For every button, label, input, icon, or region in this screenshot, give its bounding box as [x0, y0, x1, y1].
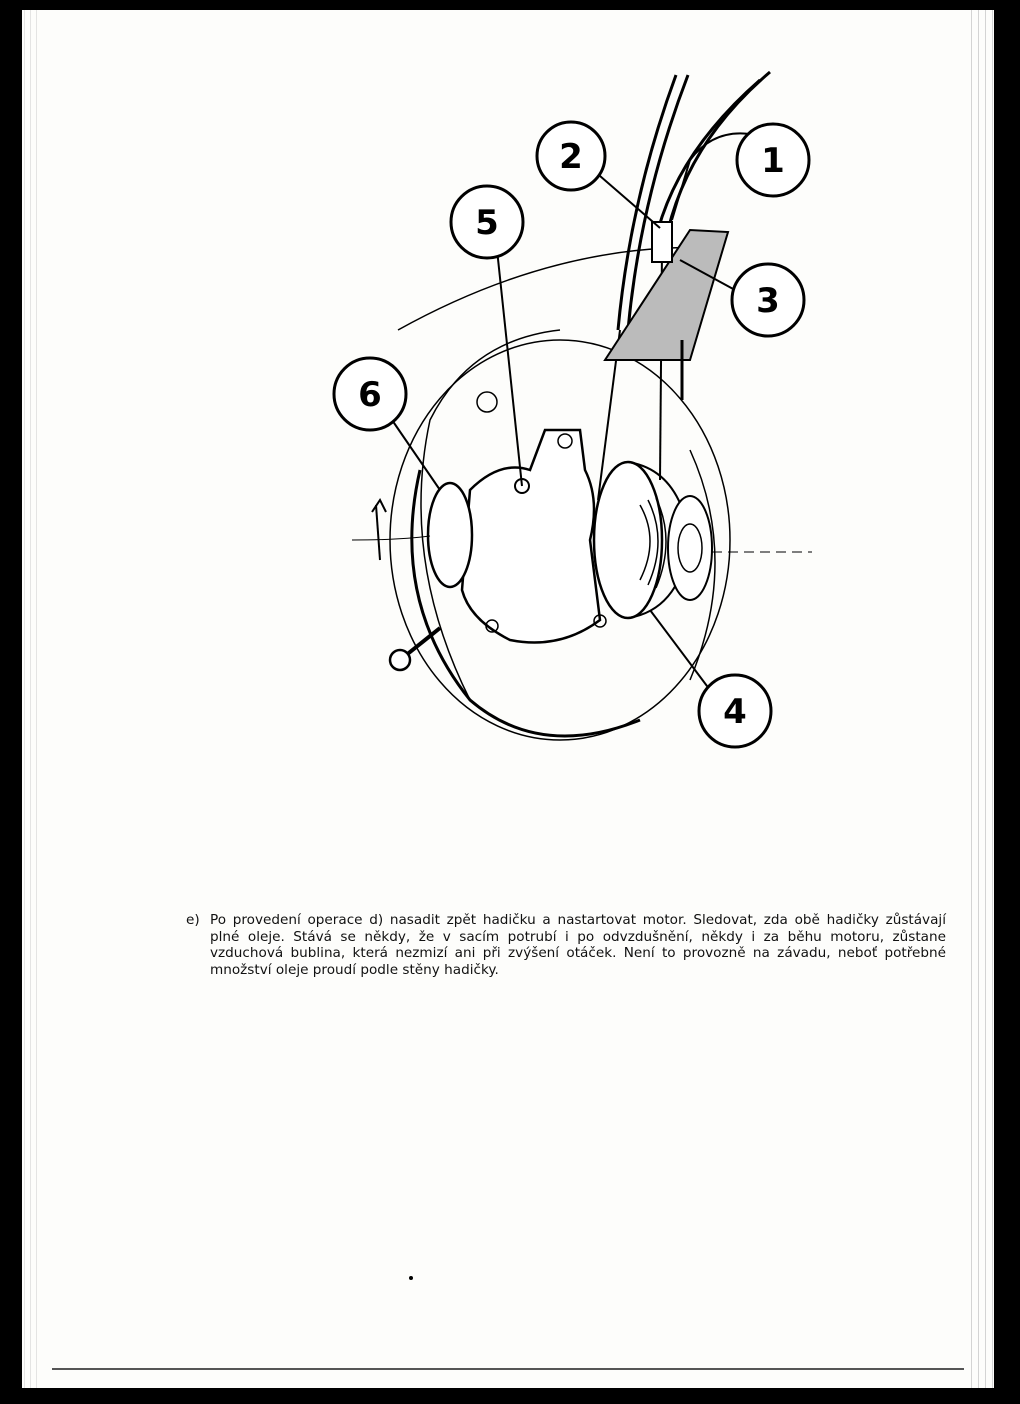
callout-6 [334, 358, 406, 430]
cover-hole [477, 392, 497, 412]
item-paragraph: Po provedení operace d) nasadit zpět hadičku a nastartovat motor. Sledovat, zda obě hadičky zůstávají plné oleje. Stává se někdy, že v sacím potrubí i po odvzdušnění, někdy i za běhu motoru, zůstane vzduchová bublina, která nezmizí ani při zvýšení otáček. Není to provozně na závadu, neboť potřebné množství oleje proudí podle stěny hadičky. [210, 912, 946, 978]
callout-1-label: 1 [761, 141, 785, 181]
callout-6-label: 6 [358, 375, 382, 415]
callout-2 [537, 122, 605, 190]
ink-dot [409, 1276, 413, 1280]
callout-2-label: 2 [559, 137, 583, 177]
callout-5-label: 5 [475, 203, 499, 243]
callout-3-label: 3 [756, 281, 780, 321]
scan-bottom-edge [52, 1368, 964, 1370]
adjusting-screw [390, 650, 410, 670]
callout-4-label: 4 [723, 692, 747, 732]
disc-6 [428, 483, 472, 587]
callout-3 [732, 264, 804, 336]
pump-diagram [22, 10, 994, 870]
scanned-page [22, 10, 994, 1388]
instruction-text [186, 912, 946, 978]
callout-5 [451, 186, 523, 258]
pulley-4 [594, 462, 662, 618]
callout-4 [699, 675, 771, 747]
instruction-item-e [186, 912, 946, 978]
item-marker: e) [186, 912, 200, 928]
callout-1 [737, 124, 809, 196]
pump-body [462, 430, 600, 643]
